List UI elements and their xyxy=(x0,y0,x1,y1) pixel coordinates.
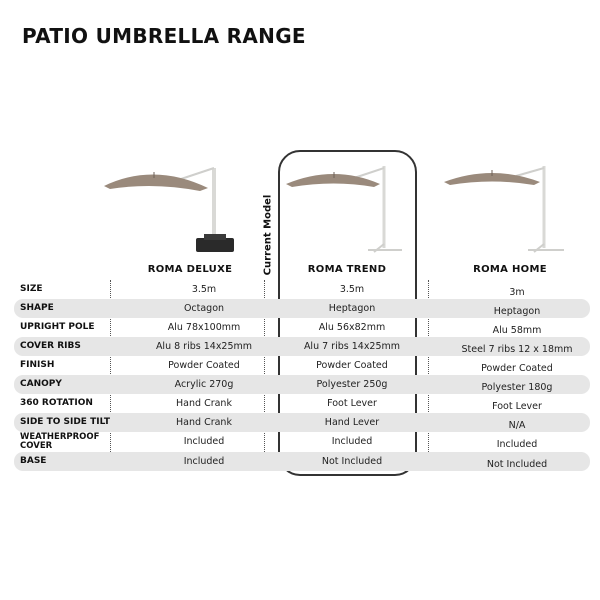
cell-roma-home: Heptagon xyxy=(493,306,541,317)
spec-row-finish xyxy=(14,356,590,375)
column-header-roma-home: ROMA HOME xyxy=(473,264,547,275)
spec-row-360-rotation xyxy=(14,394,590,413)
cell-roma-trend: Alu 56x82mm xyxy=(318,322,386,333)
row-label: WEATHERPROOF COVER xyxy=(20,432,100,451)
roma-home-umbrella-image xyxy=(440,160,570,255)
row-label: UPRIGHT POLE xyxy=(20,322,95,332)
cell-roma-home: Steel 7 ribs 12 x 18mm xyxy=(461,344,573,355)
cell-roma-trend: Heptagon xyxy=(328,303,376,314)
cell-roma-home: Alu 58mm xyxy=(492,325,542,336)
cell-roma-deluxe: Acrylic 270g xyxy=(174,379,234,390)
spec-row-shape xyxy=(14,299,590,318)
row-label: SHAPE xyxy=(20,303,54,313)
row-label: SIZE xyxy=(20,284,43,294)
cell-roma-home: Polyester 180g xyxy=(481,382,553,393)
column-header-roma-trend: ROMA TREND xyxy=(307,264,387,275)
cell-roma-deluxe: Alu 78x100mm xyxy=(167,322,241,333)
current-model-label: Current Model xyxy=(262,194,274,276)
cell-roma-deluxe: Alu 8 ribs 14x25mm xyxy=(155,341,253,352)
cell-roma-deluxe: Included xyxy=(183,456,225,467)
column-header-roma-deluxe: ROMA DELUXE xyxy=(147,264,233,275)
cell-roma-home: Powder Coated xyxy=(481,363,553,374)
cell-roma-deluxe: Powder Coated xyxy=(168,360,240,371)
spec-row-canopy xyxy=(14,375,590,394)
spec-row-base xyxy=(14,452,590,471)
cell-roma-deluxe: Hand Crank xyxy=(176,417,232,428)
cell-roma-trend: Alu 7 ribs 14x25mm xyxy=(303,341,401,352)
cell-roma-home: Foot Lever xyxy=(492,401,542,412)
spec-row-weatherproof-cover xyxy=(14,432,590,452)
cell-roma-home: N/A xyxy=(508,420,526,431)
cell-roma-trend: Included xyxy=(331,436,373,447)
cell-roma-deluxe: Included xyxy=(183,436,225,447)
cell-roma-trend: Polyester 250g xyxy=(316,379,388,390)
cell-roma-home: Included xyxy=(496,439,538,450)
cell-roma-trend: Foot Lever xyxy=(327,398,377,409)
cell-roma-deluxe: 3.5m xyxy=(191,284,217,295)
row-label: COVER RIBS xyxy=(20,341,81,351)
row-label: SIDE TO SIDE TILT xyxy=(20,417,110,427)
page-title: PATIO UMBRELLA RANGE xyxy=(22,24,306,48)
row-label: FINISH xyxy=(20,360,55,370)
row-label: CANOPY xyxy=(20,379,62,389)
cell-roma-trend: Not Included xyxy=(321,456,383,467)
spec-row-upright-pole xyxy=(14,318,590,337)
cell-roma-deluxe: Octagon xyxy=(183,303,225,314)
spec-row-cover-ribs xyxy=(14,337,590,356)
cell-roma-home: Not Included xyxy=(486,459,548,470)
cell-roma-trend: 3.5m xyxy=(339,284,365,295)
cell-roma-deluxe: Hand Crank xyxy=(176,398,232,409)
row-label: 360 ROTATION xyxy=(20,398,93,408)
cell-roma-trend: Powder Coated xyxy=(316,360,388,371)
spec-row-size xyxy=(14,280,590,299)
row-label: BASE xyxy=(20,456,47,466)
cell-roma-home: 3m xyxy=(509,287,525,298)
cell-roma-trend: Hand Lever xyxy=(324,417,380,428)
roma-deluxe-umbrella-image xyxy=(96,158,246,258)
spec-row-side-to-side-tilt xyxy=(14,413,590,432)
